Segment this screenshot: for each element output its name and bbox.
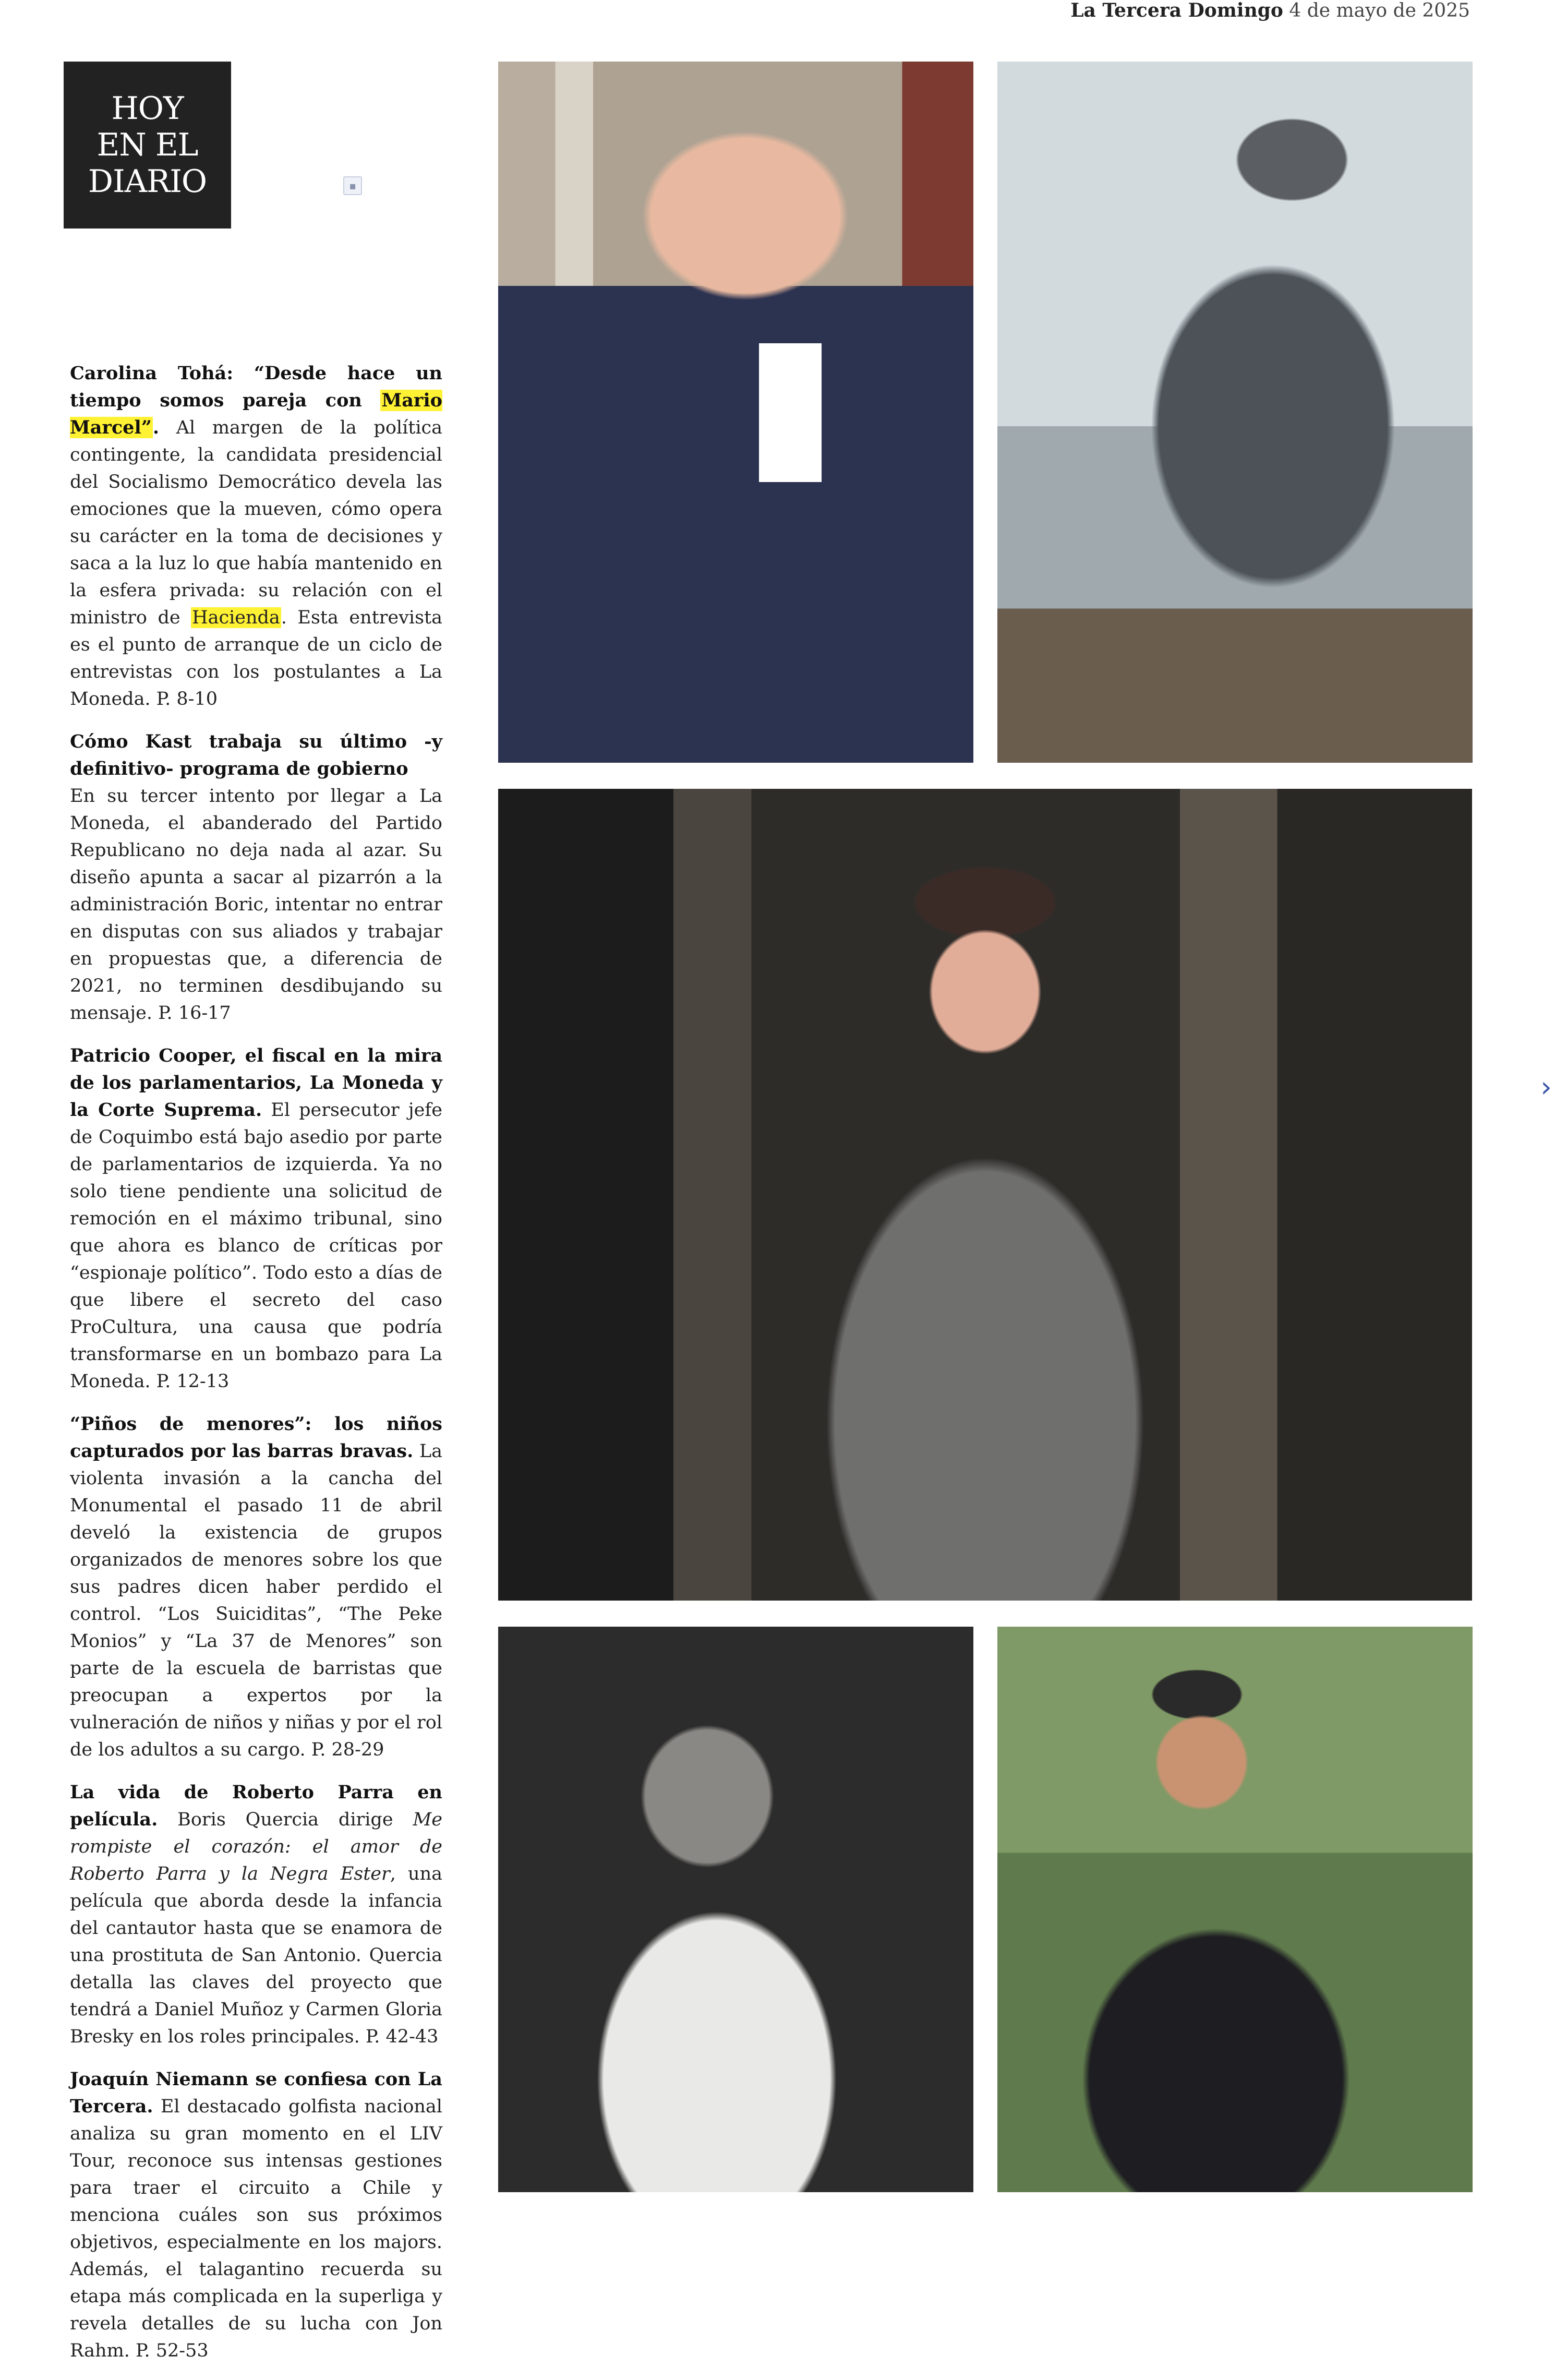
story-column — [70, 360, 442, 2380]
story-kast[interactable] — [70, 728, 442, 1027]
running-head — [1070, 0, 1470, 21]
story-headline: La vida de Roberto Parra en película. — [70, 1782, 442, 1830]
story-headline: Joaquín Niemann se confiesa con La Tercera. — [70, 2069, 442, 2117]
story-body: Boris Quercia dirige — [158, 1809, 413, 1830]
section-label-line: HOY — [111, 90, 184, 127]
section-label-line: EN EL — [97, 127, 198, 163]
section-label-line: DIARIO — [88, 163, 207, 200]
story-headline: Carolina Tohá: “Desde hace un tiempo somos pareja con Mario Marcel”. — [70, 363, 442, 438]
story-cooper[interactable] — [70, 1042, 442, 1395]
photo-niemann — [997, 1627, 1473, 2192]
story-body: Al margen de la política contingente, la candidata presidencial del Socialismo Democrático devela las emociones que la mueven, cómo opera su carácter en la toma de decisiones y saca a la luz lo que había mantenido en la esfera privada: su relación con el ministro de — [70, 417, 442, 628]
section-label-box — [64, 62, 231, 229]
story-pinos[interactable] — [70, 1411, 442, 1763]
story-body: El destacado golfista nacional analiza su gran momento en el LIV Tour, reconoce sus intensas gestiones para traer el circuito a Chile y menciona cuáles son sus próximos objetivos, especialmente en los majors. Además, el talagantino recuerda su etapa más complicada en la superliga y revela detalles de su lucha con Jon Rahm. P. 52-53 — [70, 2096, 442, 2361]
chevron-right-icon[interactable]: › — [1540, 1071, 1552, 1103]
photo-kast — [498, 62, 973, 763]
film-title: Me rompiste el corazón: el amor de Roberto Parra y la Negra Ester — [70, 1809, 442, 1884]
photo-toha — [498, 789, 1472, 1601]
highlighted-text: Mario Marcel” — [70, 390, 442, 438]
issue-date: 4 de mayo de 2025 — [1289, 0, 1470, 21]
story-parra[interactable] — [70, 1779, 442, 2050]
page-marker-icon[interactable]: ▪ — [343, 176, 362, 195]
highlighted-text: Hacienda — [192, 607, 280, 628]
story-body: , una película que aborda desde la infancia del cantautor hasta que se enamora de una prostituta de San Antonio. Quercia detalla las claves del proyecto que tendrá a Daniel Muñoz y Carmen Gloria Bresky en los roles principales. P. 42-43 — [70, 1864, 443, 2047]
story-headline: Patricio Cooper, el fiscal en la mira de los parlamentarios, La Moneda y la Corte Suprema. — [70, 1045, 442, 1121]
story-body: . Esta entrevista es el punto de arranque de un ciclo de entrevistas con los postulantes a La Moneda. P. 8-10 — [70, 607, 442, 710]
story-body: En su tercer intento por llegar a La Moneda, el abanderado del Partido Republicano no deja nada al azar. Su diseño apunta a sacar al pizarrón a la administración Boric, intentar no entrar en disputas con sus aliados y trabajar en propuestas que, a diferencia de 2021, no terminen desdibujando su mensaje. P. 16-17 — [70, 786, 442, 1024]
story-niemann[interactable] — [70, 2066, 442, 2364]
story-body: La violenta invasión a la cancha del Monumental el pasado 11 de abril develó la existencia de grupos organizados de menores sobre los que sus padres dicen haber perdido el control. “Los Suiciditas”, “The Peke Monios” y “La 37 de Menores” son parte de la escuela de barristas que preocupan a expertos por la vulneración de niños y niñas y por el rol de los adultos a su cargo. P. 28-29 — [70, 1441, 442, 1760]
photo-young-fans — [498, 1627, 973, 2192]
story-headline: “Piños de menores”: los niños capturados por las barras bravas. — [70, 1413, 442, 1462]
newspaper-name: La Tercera Domingo — [1070, 0, 1283, 21]
story-body: El persecutor jefe de Coquimbo está bajo asedio por parte de parlamentarios de izquierda. Ya no solo tiene pendiente una solicitud de remoción en el máximo tribunal, sino que ahora es blanco de críticas por “espionaje político”. Todo esto a días de que libere el secreto del caso ProCultura, una causa que podría transformarse en un bombazo para La Moneda. P. 12-13 — [70, 1100, 442, 1392]
photo-roberto-parra-film — [997, 62, 1473, 763]
story-toha[interactable] — [70, 360, 442, 713]
story-headline: Cómo Kast trabaja su último -y definitivo- programa de gobierno — [70, 731, 442, 779]
